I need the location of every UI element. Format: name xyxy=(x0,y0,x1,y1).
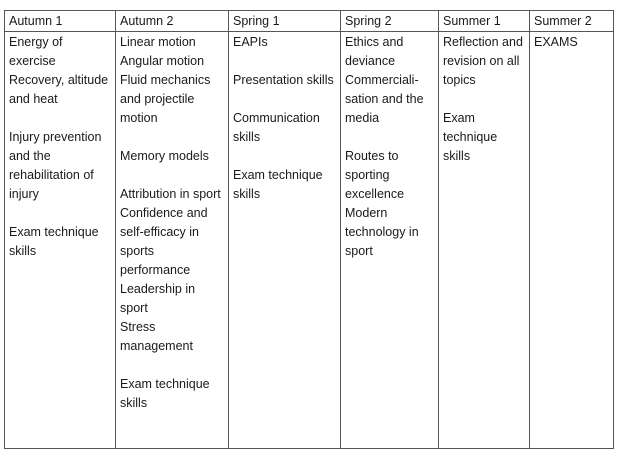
header-row xyxy=(5,11,614,32)
topic-item: Exam technique skills xyxy=(9,225,99,258)
topic-item: Communication skills xyxy=(233,111,320,144)
column-header-spring-1: Spring 1 xyxy=(229,11,341,32)
spacer xyxy=(233,52,336,71)
spacer xyxy=(9,109,111,128)
curriculum-table xyxy=(4,10,614,449)
topics-cell-spring-2 xyxy=(341,32,439,449)
spacer xyxy=(120,356,224,375)
topic-item: Exam technique skills xyxy=(233,168,323,201)
topic-item: Injury prevention and the rehabilitation of injury xyxy=(9,130,102,201)
spacer xyxy=(120,166,224,185)
spacer xyxy=(233,147,336,166)
topic-item: Memory models xyxy=(120,149,209,163)
topic-item: EXAMS xyxy=(534,35,578,49)
topic-item: Linear motion xyxy=(120,35,196,49)
topic-item: Modern technology in sport xyxy=(345,206,419,258)
topic-item: Stress management xyxy=(120,320,193,353)
topic-item: Fluid mechanics and projectile motion xyxy=(120,73,211,125)
topics-cell-summer-2 xyxy=(530,32,614,449)
topics-cell-autumn-2 xyxy=(116,32,229,449)
topic-item: Confidence and self-efficacy in sports performance xyxy=(120,206,208,277)
column-header-autumn-1: Autumn 1 xyxy=(5,11,116,32)
topic-item: Attribution in sport xyxy=(120,187,221,201)
spacer xyxy=(233,90,336,109)
topic-item: Presentation skills xyxy=(233,73,334,87)
spacer xyxy=(9,204,111,223)
topic-item: Commerciali-sation and the media xyxy=(345,73,424,125)
topic-item: Exam technique skills xyxy=(120,377,210,410)
topic-item: Reflection and revision on all topics xyxy=(443,35,523,87)
topic-item: Recovery, altitude and heat xyxy=(9,73,109,106)
topic-item: Leadership in sport xyxy=(120,282,196,315)
spacer xyxy=(443,90,525,109)
topics-cell-autumn-1 xyxy=(5,32,116,449)
topic-item: Exam technique skills xyxy=(443,111,498,163)
topic-item: Routes to sporting excellence xyxy=(345,149,405,201)
topic-item: EAPIs xyxy=(233,35,268,49)
column-header-summer-1: Summer 1 xyxy=(439,11,530,32)
topic-item: Ethics and deviance xyxy=(345,35,404,68)
topic-item: Energy of exercise xyxy=(9,35,63,68)
spacer xyxy=(120,128,224,147)
topics-cell-summer-1 xyxy=(439,32,530,449)
column-header-autumn-2: Autumn 2 xyxy=(116,11,229,32)
spacer xyxy=(345,128,434,147)
column-header-spring-2: Spring 2 xyxy=(341,11,439,32)
topics-cell-spring-1 xyxy=(229,32,341,449)
topic-item: Angular motion xyxy=(120,54,205,68)
content-row xyxy=(5,32,614,449)
column-header-summer-2: Summer 2 xyxy=(530,11,614,32)
